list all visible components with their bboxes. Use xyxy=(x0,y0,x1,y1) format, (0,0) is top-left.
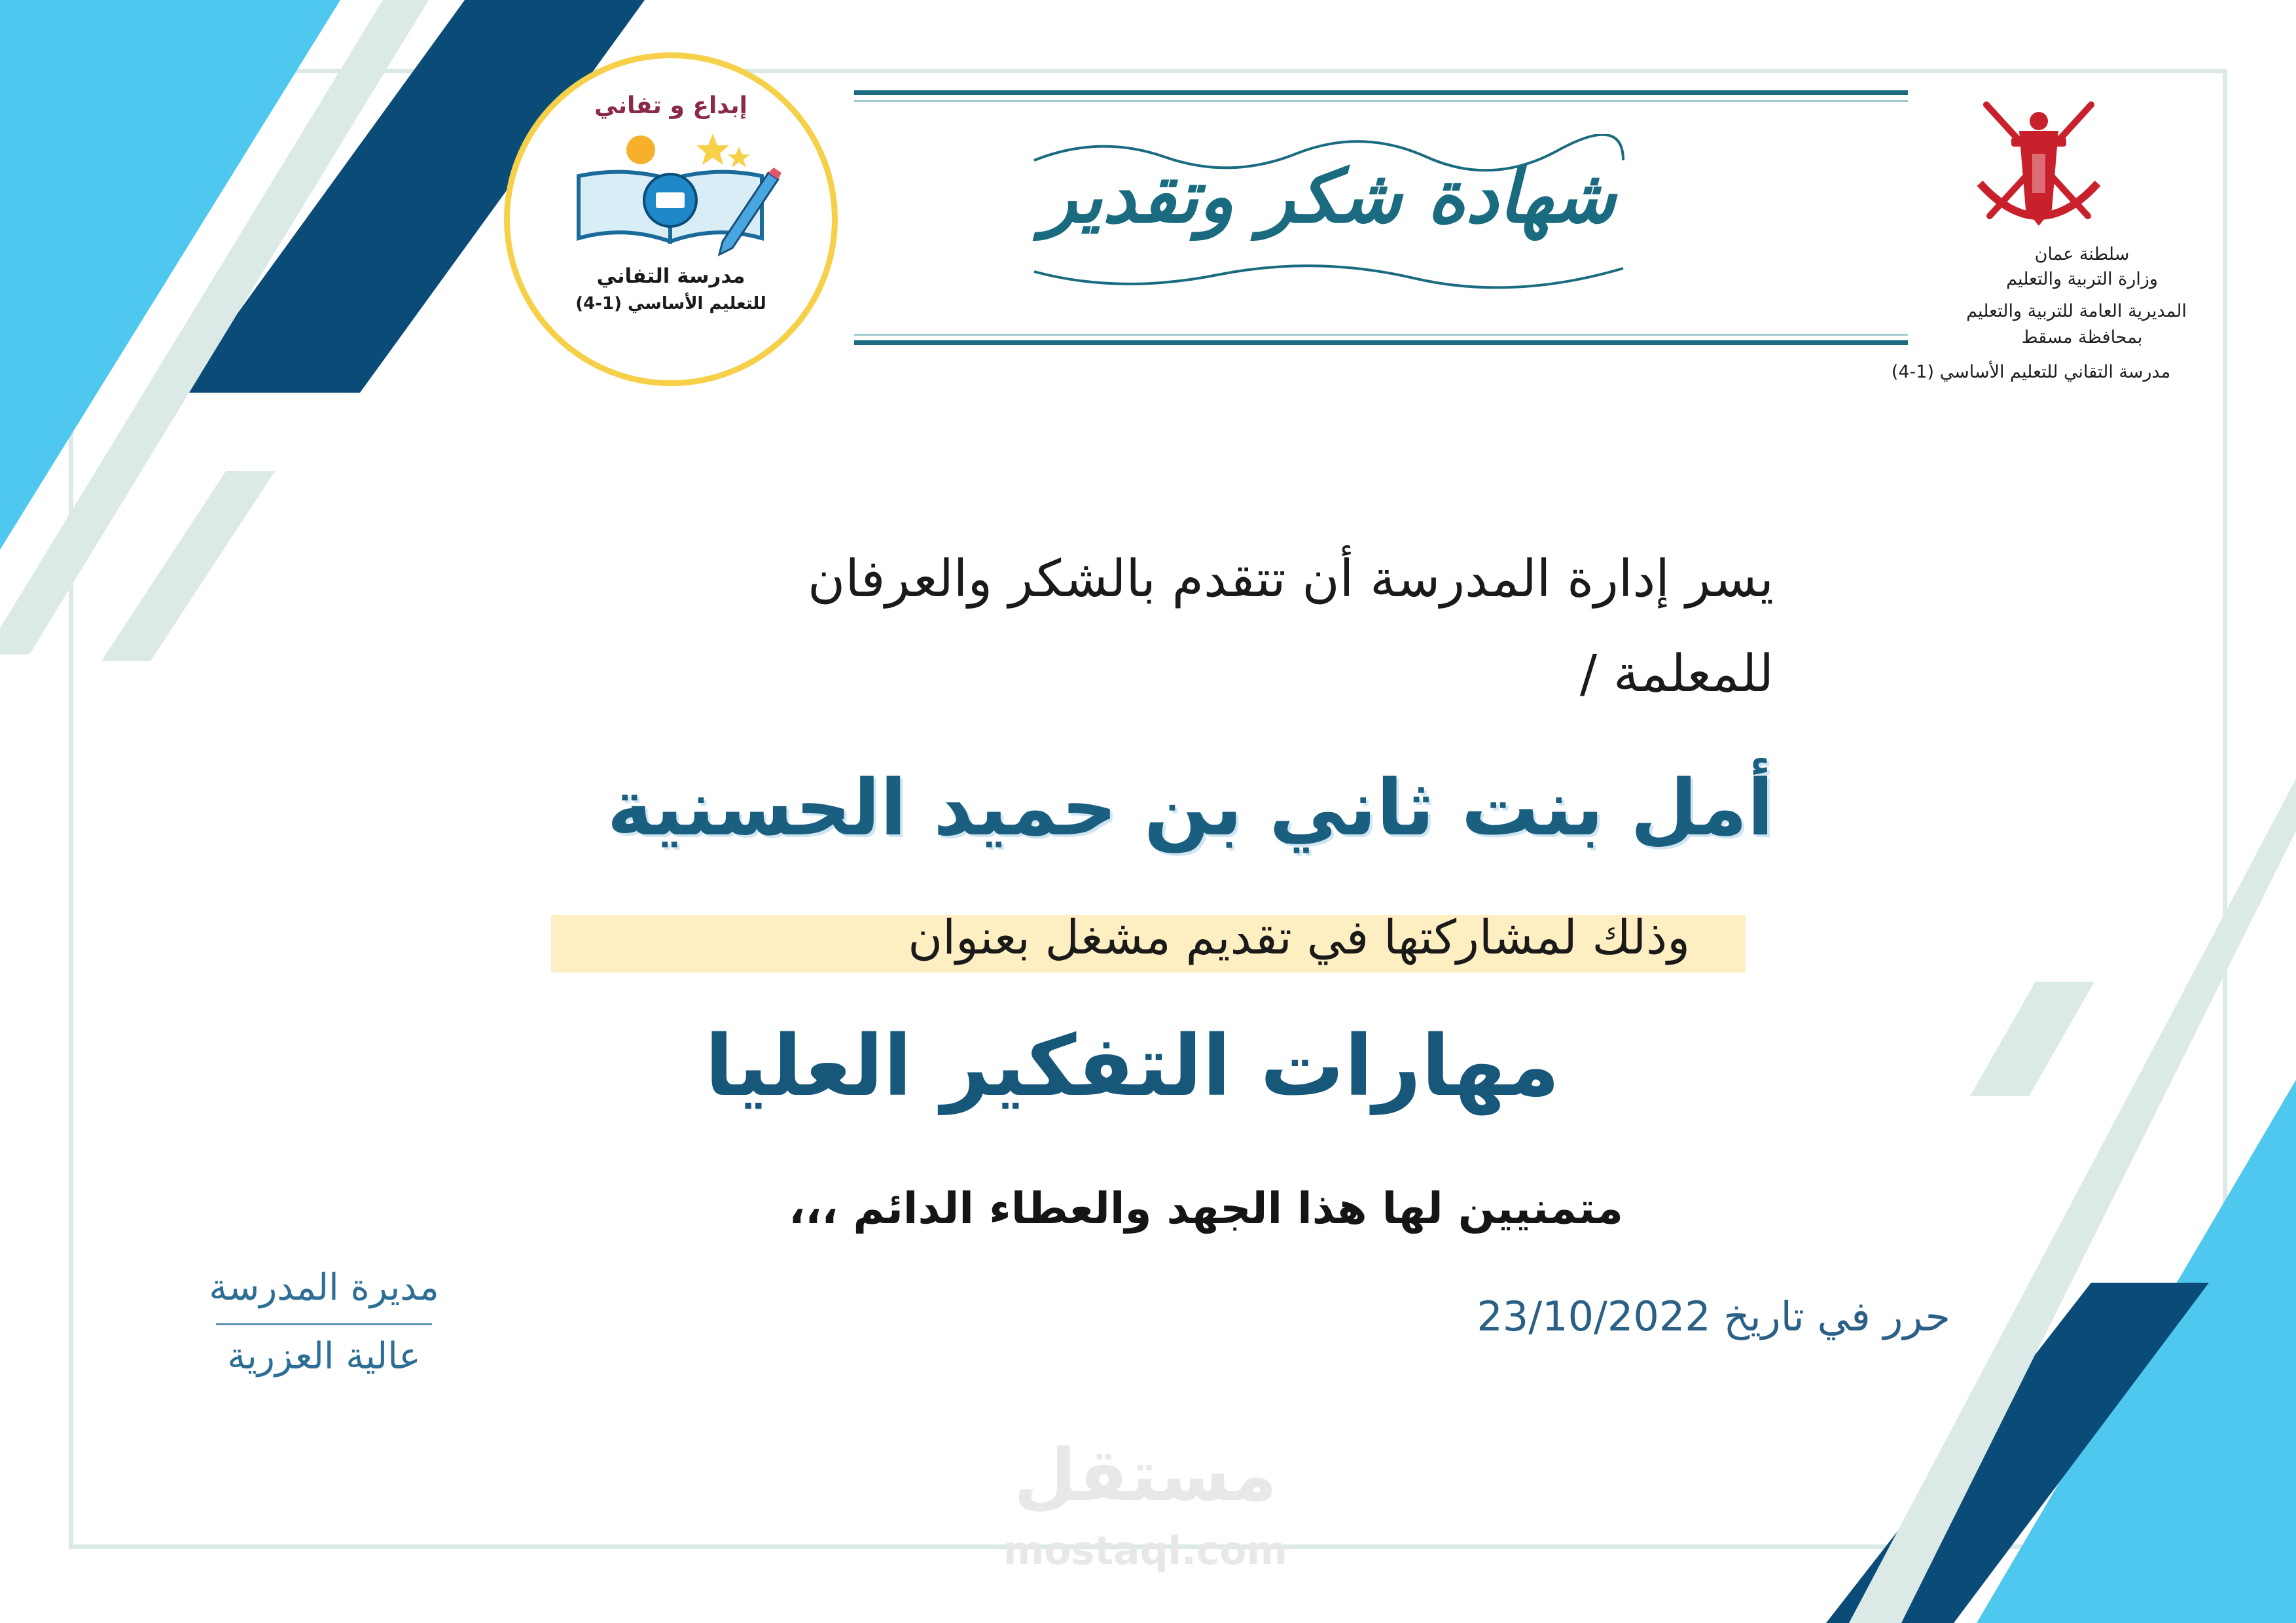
oman-emblem-icon xyxy=(1967,95,2111,239)
participation-text: وذلك لمشاركتها في تقديم مشغل بعنوان xyxy=(908,910,1690,965)
title-rule-bottom-thin xyxy=(854,334,1908,336)
wishes-text: متمنيين لها هذا الجهد والعطاء الدائم ،،، xyxy=(789,1183,1623,1234)
title-ornament-top xyxy=(1021,134,1636,173)
school-logo-arc-text: إبداع و تفاني xyxy=(594,92,747,119)
teacher-name: أمل بنت ثاني بن حميد الحسنية xyxy=(607,762,1774,853)
gov-line-directorate: المديرية العامة للتربية والتعليم xyxy=(1966,301,2187,321)
intro-text: يسر إدارة المدرسة أن تتقدم بالشكر والعرفان xyxy=(808,550,1774,609)
certificate-title: شهادة شكر وتقدير xyxy=(1041,154,1616,240)
school-logo-subtitle: للتعليم الأساسي (1-4) xyxy=(575,294,766,313)
issue-date: حرر في تاريخ 23/10/2022 xyxy=(1477,1293,1950,1340)
recipient-label: للمعلمة / xyxy=(1579,645,1774,704)
school-logo-name: مدرسة التفاني xyxy=(596,264,745,288)
gov-line-country: سلطنة عمان xyxy=(2034,244,2130,264)
gov-line-ministry: وزارة التربية والتعليم xyxy=(2006,269,2158,289)
watermark-arabic: مستقل xyxy=(1013,1433,1278,1517)
title-rule-top xyxy=(854,90,1908,95)
gov-line-governorate: بمحافظة مسقط xyxy=(2021,327,2143,348)
book-laptop-pencil-icon xyxy=(572,127,781,264)
watermark-latin: mostaql.com xyxy=(1003,1528,1288,1574)
signature-name: عالية العزرية xyxy=(227,1335,421,1378)
signature-divider xyxy=(216,1323,432,1325)
title-rule-bottom xyxy=(854,340,1908,345)
stripe-mint-top-left-2 xyxy=(101,471,275,661)
title-ornament-bottom xyxy=(1021,259,1636,298)
stripe-mint-bottom-right-2 xyxy=(1970,982,2094,1096)
school-logo xyxy=(504,52,838,386)
gov-line-school: مدرسة التقاني للتعليم الأساسي (1-4) xyxy=(1891,362,2171,382)
workshop-title: مهارات التفكير العليا xyxy=(704,1018,1560,1115)
signature-title: مديرة المدرسة xyxy=(209,1266,439,1309)
title-rule-top-thin xyxy=(854,100,1908,102)
